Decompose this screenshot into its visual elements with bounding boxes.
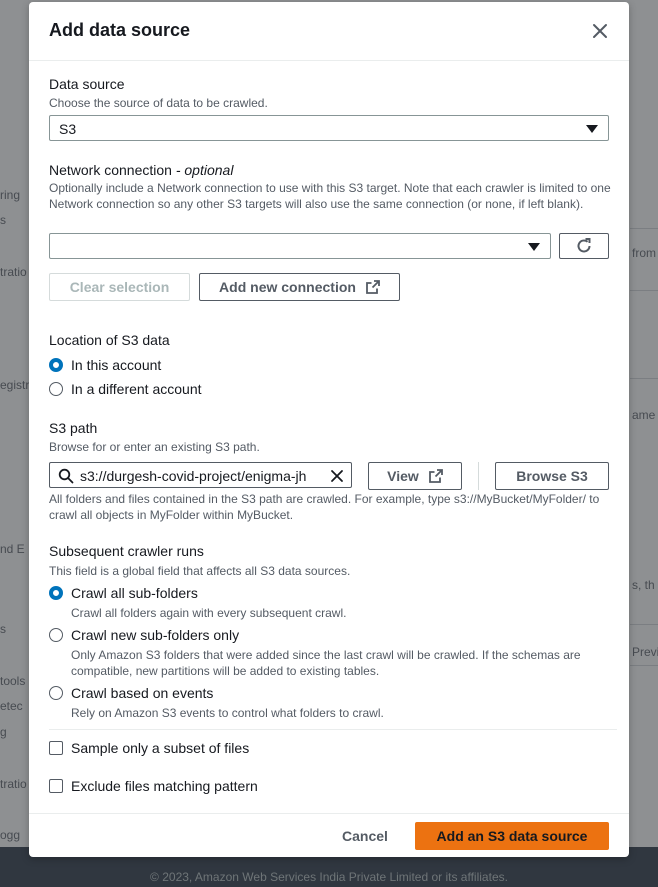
radio-label: In a different account [71, 381, 202, 397]
data-source-description: Choose the source of data to be crawled. [49, 96, 268, 110]
radio-crawl-events[interactable] [49, 685, 213, 701]
checkbox-label: Exclude files matching pattern [71, 778, 258, 794]
s3-path-help: All folders and files contained in the S3 path are crawled. For example, type s3://MyBucket/MyFolder/ to crawl all objects in MyFolder within MyBucket. [49, 492, 600, 522]
network-connection-label-text: Network connection [49, 162, 172, 178]
external-link-icon [429, 469, 443, 483]
view-button[interactable] [368, 462, 462, 490]
header-divider [29, 60, 629, 61]
radio-in-this-account[interactable] [49, 357, 161, 373]
radio-button[interactable] [49, 686, 63, 700]
modal-title: Add data source [49, 20, 191, 40]
s3-path-input[interactable] [49, 462, 352, 488]
section-divider [49, 729, 617, 730]
footer-divider [29, 813, 629, 814]
network-connection-select[interactable] [49, 233, 551, 259]
browse-s3-button[interactable]: Browse S3 [495, 462, 609, 490]
radio-button-selected[interactable] [49, 586, 63, 600]
radio-label: Crawl all sub-folders [71, 585, 198, 601]
data-source-label: Data source [49, 76, 125, 92]
button-separator [478, 462, 479, 490]
s3-path-description: Browse for or enter an existing S3 path. [49, 440, 260, 454]
radio-different-account[interactable] [49, 381, 202, 397]
add-new-connection-button[interactable] [199, 273, 400, 301]
s3-path-label: S3 path [49, 420, 98, 436]
modal-header [29, 2, 629, 60]
clear-selection-button[interactable]: Clear selection [49, 273, 190, 301]
search-icon [58, 468, 74, 484]
network-connection-description: Optionally include a Network connection to use with this S3 target. Note that each crawler is limited to one Network connection so any other S3 targets will also use the same connection (or none, if left blank). [49, 181, 611, 211]
radio-description: Rely on Amazon S3 events to control what folders to crawl. [71, 706, 384, 720]
add-data-source-modal [29, 2, 629, 857]
data-source-value: S3 [59, 121, 77, 137]
external-link-icon [366, 280, 380, 294]
clear-input-icon[interactable] [329, 468, 345, 484]
radio-description: Crawl all folders again with every subsequent crawl. [71, 606, 347, 620]
radio-button[interactable] [49, 628, 63, 642]
add-new-connection-label: Add new connection [219, 279, 356, 295]
subsequent-runs-description: This field is a global field that affects all S3 data sources. [49, 564, 351, 578]
cancel-button[interactable]: Cancel [342, 828, 388, 844]
refresh-button[interactable] [559, 233, 609, 259]
radio-label: Crawl new sub-folders only [71, 627, 240, 643]
checkbox[interactable] [49, 779, 63, 793]
add-s3-data-source-button[interactable]: Add an S3 data source [415, 822, 609, 850]
refresh-icon [575, 237, 593, 255]
data-source-select[interactable] [49, 115, 609, 141]
close-icon [589, 20, 611, 42]
network-connection-label [49, 162, 233, 178]
view-label: View [387, 468, 419, 484]
subsequent-runs-label: Subsequent crawler runs [49, 543, 204, 559]
radio-description: Only Amazon S3 folders that were added since the last crawl will be crawled. If the schemas are compatible, new partitions will be added to existing tables. [71, 648, 581, 678]
checkbox-sample-subset[interactable] [49, 740, 249, 756]
caret-down-icon [586, 125, 598, 133]
caret-down-icon [528, 243, 540, 251]
radio-label: In this account [71, 357, 162, 373]
close-button[interactable] [589, 20, 611, 42]
radio-button[interactable] [49, 382, 63, 396]
radio-crawl-all[interactable] [49, 585, 198, 601]
radio-label: Crawl based on events [71, 685, 214, 701]
s3-path-value: s3://durgesh-covid-project/enigma-jh [80, 468, 307, 484]
radio-crawl-new[interactable] [49, 627, 239, 643]
location-label: Location of S3 data [49, 332, 170, 348]
checkbox-exclude-pattern[interactable] [49, 778, 258, 794]
checkbox-label: Sample only a subset of files [71, 740, 250, 756]
checkbox[interactable] [49, 741, 63, 755]
radio-button-selected[interactable] [49, 358, 63, 372]
optional-marker: - optional [175, 162, 234, 178]
